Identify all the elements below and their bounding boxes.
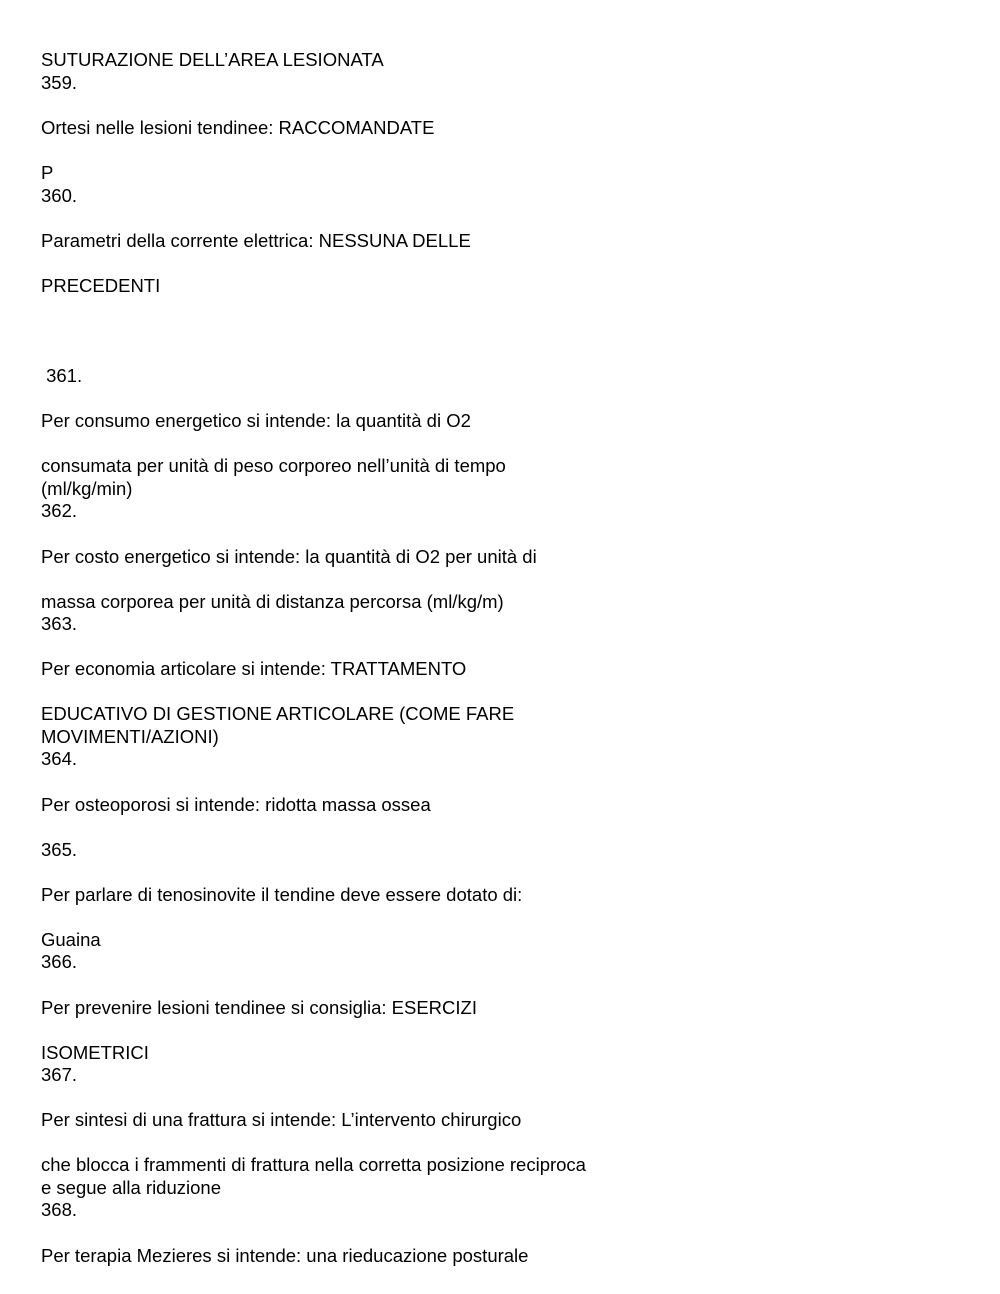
text-line: Per costo energetico si intende: la quantità di O2 per unità di [41, 546, 537, 567]
text-line: consumata per unità di peso corporeo nell’unità di tempo [41, 455, 506, 476]
text-line: Per economia articolare si intende: TRATTAMENTO [41, 658, 467, 679]
text-line: (ml/kg/min) [41, 478, 133, 499]
text-line: PRECEDENTI [41, 275, 161, 296]
item-number: 363. [41, 613, 78, 634]
text-line: Per sintesi di una frattura si intende: L’intervento chirurgico [41, 1109, 522, 1130]
text-line: EDUCATIVO DI GESTIONE ARTICOLARE (COME FARE [41, 703, 515, 724]
text-line: P [41, 162, 54, 183]
item-number: 359. [41, 72, 78, 93]
text-line: SUTURAZIONE DELL’AREA LESIONATA [41, 49, 384, 70]
item-number: 362. [41, 500, 78, 521]
text-line: massa corporea per unità di distanza percorsa (ml/kg/m) [41, 591, 504, 612]
text-line: Parametri della corrente elettrica: NESSUNA DELLE [41, 230, 471, 251]
item-number: 365. [41, 839, 78, 860]
text-line: che blocca i frammenti di frattura nella corretta posizione reciproca [41, 1154, 586, 1175]
text-line: Per osteoporosi si intende: ridotta massa ossea [41, 794, 431, 815]
item-number: 361. [41, 365, 83, 386]
text-line: MOVIMENTI/AZIONI) [41, 726, 219, 747]
text-line: Guaina [41, 929, 101, 950]
item-number: 367. [41, 1064, 78, 1085]
text-line: Ortesi nelle lesioni tendinee: RACCOMANDATE [41, 117, 435, 138]
text-line: e segue alla riduzione [41, 1177, 221, 1198]
text-line: Per parlare di tenosinovite il tendine deve essere dotato di: [41, 884, 523, 905]
item-number: 366. [41, 951, 78, 972]
item-number: 368. [41, 1199, 78, 1220]
item-number: 360. [41, 185, 78, 206]
text-line: ISOMETRICI [41, 1042, 149, 1063]
text-line: Per prevenire lesioni tendinee si consiglia: ESERCIZI [41, 997, 477, 1018]
item-number: 364. [41, 748, 78, 769]
text-line: Per consumo energetico si intende: la quantità di O2 [41, 410, 471, 431]
text-line: Per terapia Mezieres si intende: una rieducazione posturale [41, 1245, 529, 1266]
